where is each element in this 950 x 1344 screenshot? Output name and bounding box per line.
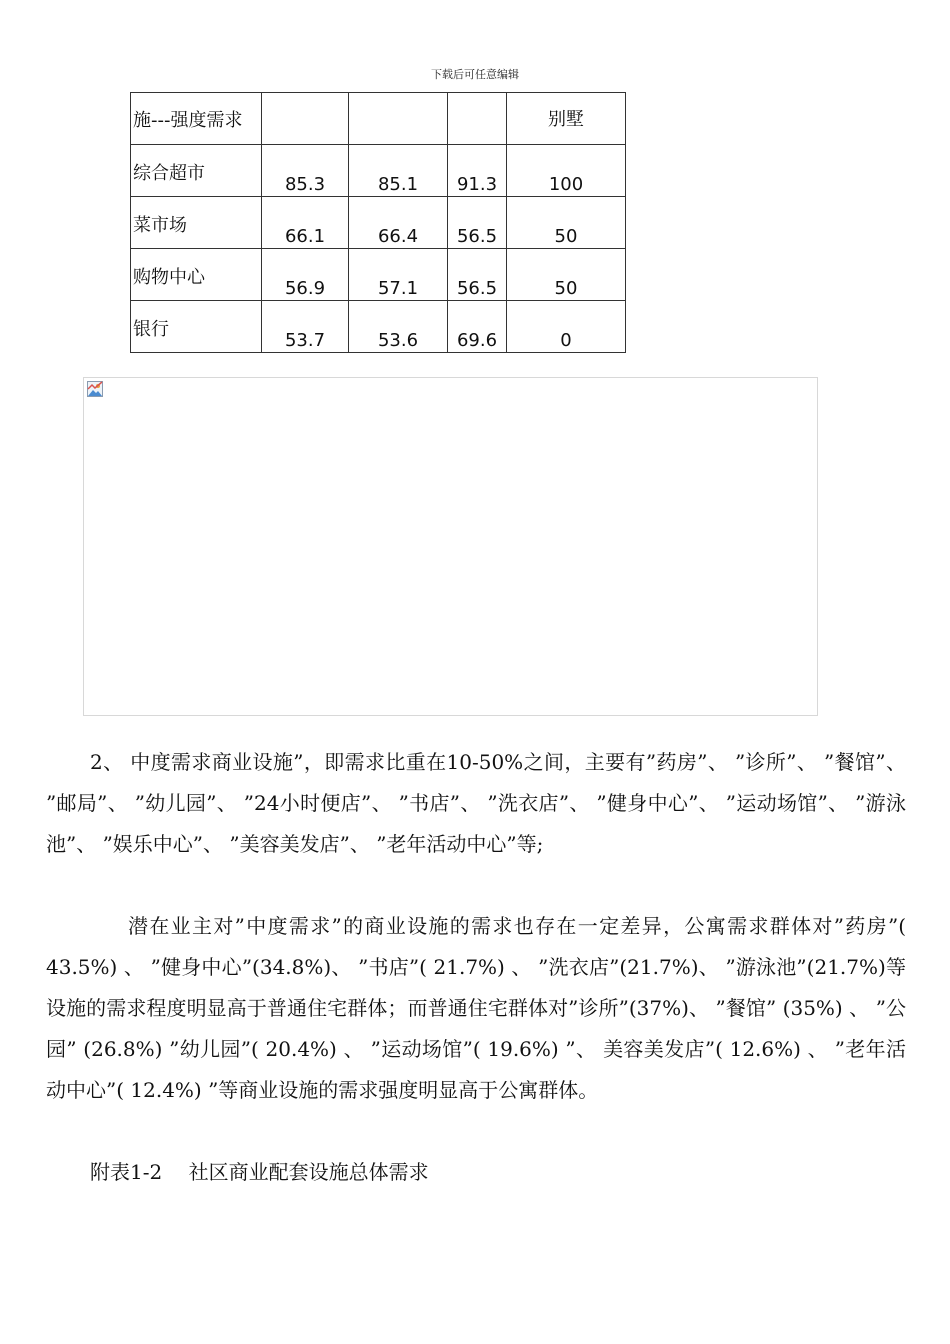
table-cell: 53.7 <box>262 301 349 353</box>
table-cell: 57.1 <box>349 249 448 301</box>
row-label: 综合超市 <box>131 145 262 197</box>
table-cell: 100 <box>507 145 626 197</box>
table-cell: 69.6 <box>448 301 507 353</box>
table-row <box>131 145 626 197</box>
table-cell: 85.3 <box>262 145 349 197</box>
table-header-row <box>131 93 626 145</box>
appendix-table-caption: 附表1-2 社区商业配套设施总体需求 <box>90 1160 429 1184</box>
table-header-cell <box>262 93 349 145</box>
table-header-cell: 别墅 <box>507 93 626 145</box>
image-placeholder <box>83 377 818 716</box>
table-cell: 56.9 <box>262 249 349 301</box>
table-header-cell <box>448 93 507 145</box>
row-label: 购物中心 <box>131 249 262 301</box>
table-cell: 66.1 <box>262 197 349 249</box>
table-cell: 0 <box>507 301 626 353</box>
table-row <box>131 197 626 249</box>
table-cell: 53.6 <box>349 301 448 353</box>
table-row <box>131 249 626 301</box>
paragraph-demand-differences: 潜在业主对”中度需求”的商业设施的需求也存在一定差异，公寓需求群体对”药房”( 43.5%) 、 ”健身中心”(34.8%)、 ”书店”( 21.7%) 、 ”洗衣店”(21.7%)、 ”游泳池”(21.7%)等设施的需求程度明显高于普通住宅群体；而普通住宅群体对”诊所”(37%)、 ”餐馆” (35%) 、 ”公园” (26.8%) ”幼儿园”( 20.4%) 、 ”运动场馆”( 19.6%) ”、 美容美发店”( 12.6%) 、 ”老年活动中心”( 12.4%) ”等商业设施的需求强度明显高于公寓群体。 <box>46 914 906 1102</box>
table-cell: 56.5 <box>448 249 507 301</box>
table-cell: 66.4 <box>349 197 448 249</box>
table-row <box>131 301 626 353</box>
table-header-cell <box>349 93 448 145</box>
facility-demand-table <box>130 92 626 353</box>
broken-image-icon <box>87 381 103 397</box>
table-cell: 56.5 <box>448 197 507 249</box>
table-cell: 91.3 <box>448 145 507 197</box>
table-header-cell: 施---强度需求 <box>131 93 262 145</box>
header-note: 下载后可任意编辑 <box>431 68 519 81</box>
row-label: 银行 <box>131 301 262 353</box>
table-cell: 50 <box>507 197 626 249</box>
table-cell: 50 <box>507 249 626 301</box>
row-label: 菜市场 <box>131 197 262 249</box>
table-cell: 85.1 <box>349 145 448 197</box>
paragraph-medium-demand: 2、 中度需求商业设施”，即需求比重在10-50%之间，主要有”药房”、 ”诊所”、 ”餐馆”、 ”邮局”、 ”幼儿园”、 ”24小时便店”、 ”书店”、 ”洗衣店”、 ”健身中心”、 ”运动场馆”、 ”游泳池”、 ”娱乐中心”、 ”美容美发店”、 ”老年活动中心”等; <box>46 750 906 856</box>
